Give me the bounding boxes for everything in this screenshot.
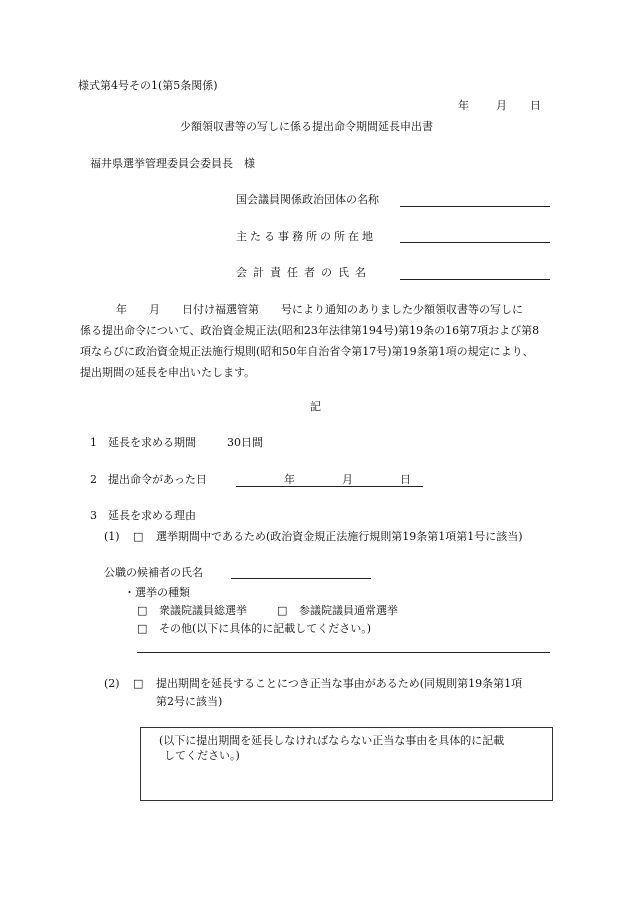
reason2-checkbox[interactable]: □ xyxy=(133,677,144,690)
document-title: 少額領収書等の写しに係る提出命令期間延長申出書 xyxy=(180,120,433,133)
date-year: 年 xyxy=(458,99,469,112)
treasurer-line[interactable] xyxy=(400,279,550,280)
body-line-2: 係る提出命令について、政治資金規正法(昭和23年法律第194号)第19条の16第7項および第8 xyxy=(80,324,540,337)
form-number: 様式第4号その1(第5条関係) xyxy=(78,79,218,92)
body-line-1: 年 月 日付け福選管第 号により通知のありました少額領収書等の写しに xyxy=(116,303,523,316)
item2-year: 年 xyxy=(284,473,295,486)
other-option: その他(以下に具体的に記載してください。) xyxy=(159,622,372,635)
election-type-label: ・選挙の種類 xyxy=(124,586,190,599)
item1-value: 30日間 xyxy=(227,436,263,449)
house-option: 衆議院議員総選挙 xyxy=(159,604,247,617)
box-text-line2: してください。) xyxy=(164,749,240,762)
candidate-label: 公職の候補者の氏名 xyxy=(104,566,203,579)
item2-date-line[interactable] xyxy=(236,486,423,487)
reason1-number: (1) xyxy=(104,530,120,543)
item2-month: 月 xyxy=(342,473,353,486)
addressee: 福井県選挙管理委員会委員長 様 xyxy=(90,157,255,170)
house-checkbox[interactable]: □ xyxy=(137,604,148,617)
treasurer-label: 会計責任者の氏名 xyxy=(236,266,372,279)
reason2-number: (2) xyxy=(104,677,120,690)
date-day: 日 xyxy=(530,99,541,112)
councillors-checkbox[interactable]: □ xyxy=(277,604,288,617)
office-label: 主たる事務所の所在地 xyxy=(236,230,376,243)
reason1-checkbox[interactable]: □ xyxy=(133,530,144,543)
box-text-line1: (以下に提出期間を延長しなければならない正当な事由を具体的に記載 xyxy=(159,734,505,747)
body-line-4: 提出期間の延長を申出いたします。 xyxy=(80,366,256,379)
item1-label: 1 延長を求める期間 xyxy=(90,436,196,449)
reason2-text-line2: 第2号に該当) xyxy=(156,695,223,708)
office-line[interactable] xyxy=(400,242,550,243)
org-name-label: 国会議員関係政治団体の名称 xyxy=(236,193,379,206)
date-month: 月 xyxy=(496,99,507,112)
reason1-text: 選挙期間中であるため(政治資金規正法施行規則第19条第1項第1号に該当) xyxy=(156,530,523,543)
reason2-text-line1: 提出期間を延長することにつき正当な事由があるため(同規則第19条第1項 xyxy=(156,677,523,690)
candidate-line[interactable] xyxy=(231,578,371,579)
other-detail-line[interactable] xyxy=(137,652,550,653)
reason-detail-box[interactable] xyxy=(140,727,553,801)
body-line-3: 項ならびに政治資金規正法施行規則(昭和50年自治省令第17号)第19条第1項の規定により、 xyxy=(80,345,534,358)
ki-heading: 記 xyxy=(310,400,321,413)
org-name-line[interactable] xyxy=(400,206,550,207)
other-checkbox[interactable]: □ xyxy=(137,622,148,635)
councillors-option: 参議院議員通常選挙 xyxy=(299,604,398,617)
item2-day: 日 xyxy=(400,473,411,486)
item2-label: 2 提出命令があった日 xyxy=(90,473,207,486)
item3-label: 3 延長を求める理由 xyxy=(90,509,196,522)
